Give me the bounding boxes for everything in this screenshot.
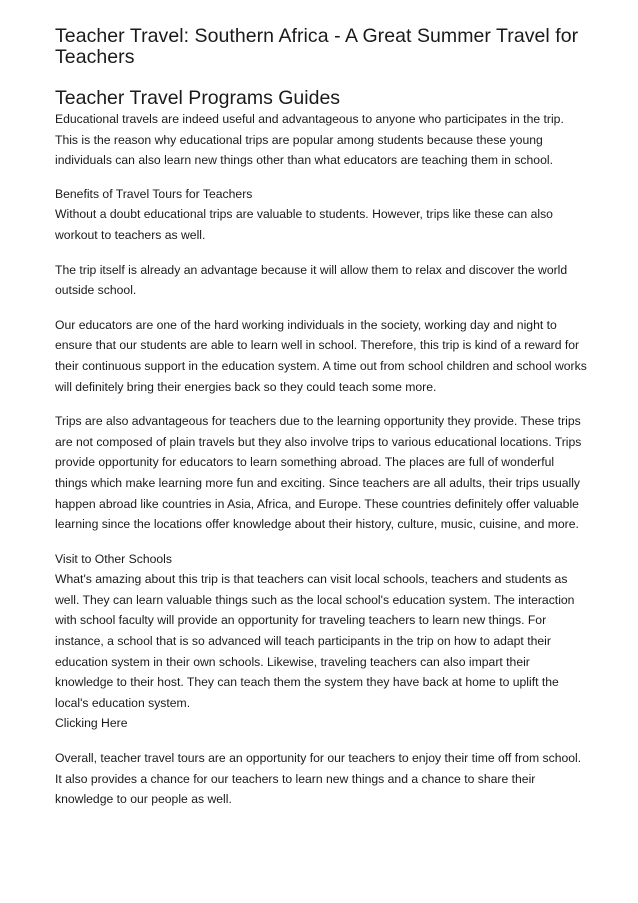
conclusion-paragraph: Overall, teacher travel tours are an opportunity for our teachers to enjoy their time off from school. It also provides a chance for our teachers to learn new things and a chance to share their knowledge to our people as well. (55, 751, 582, 807)
benefits-paragraph-2: The trip itself is already an advantage because it will allow them to relax and discover the world outside school. (55, 262, 568, 298)
section-title: Teacher Travel Programs Guides (55, 87, 341, 109)
visit-schools-paragraph: What's amazing about this trip is that teachers can visit local schools, teachers and students as well. They can learn valuable things such as the local school's education system. The interaction with school faculty will provide an opportunity for traveling teachers to learn new things. For instance, a school that is so advanced will teach participants in the trip on how to adapt their education system in their own schools. Likewise, traveling teachers can also impart their knowledge to their host. They can teach them the system they have back at home to uplift the local's education system. (55, 572, 575, 710)
visit-schools-heading: Visit to Other Schools (55, 551, 172, 566)
clicking-here-link[interactable]: Clicking Here (55, 716, 128, 731)
intro-paragraph: Educational travels are indeed useful and advantageous to anyone who participates in the trip. This is the reason why educational trips are popular among students because these young individuals can also learn new things other than what educators are teaching them in school. (55, 112, 564, 168)
document-page (55, 26, 588, 810)
benefits-heading: Benefits of Travel Tours for Teachers (55, 186, 253, 201)
document-title: Teacher Travel: Southern Africa - A Great Summer Travel for Teachers (55, 25, 579, 68)
benefits-paragraph-3: Our educators are one of the hard working individuals in the society, working day and night to ensure that our students are able to learn well in school. Therefore, this trip is kind of a reward for their continuous support in the education system. A time out from school children and school works will definitely bring their energies back so they could teach some more. (55, 317, 587, 394)
benefits-paragraph-1: Without a doubt educational trips are valuable to students. However, trips like these can also workout to teachers as well. (55, 207, 553, 242)
benefits-paragraph-4: Trips are also advantageous for teachers due to the learning opportunity they provide. These trips are not composed of plain travels but they also involve trips to various educational locations. Trips provide opportunity for educators to learn something abroad. The places are full of wonderful things which make learning more fun and exciting. Since teachers are all adults, their trips usually happen abroad like countries in Asia, Africa, and Europe. These countries definitely offer valuable learning since the locations offer knowledge about their history, culture, music, cuisine, and more. (55, 414, 582, 532)
